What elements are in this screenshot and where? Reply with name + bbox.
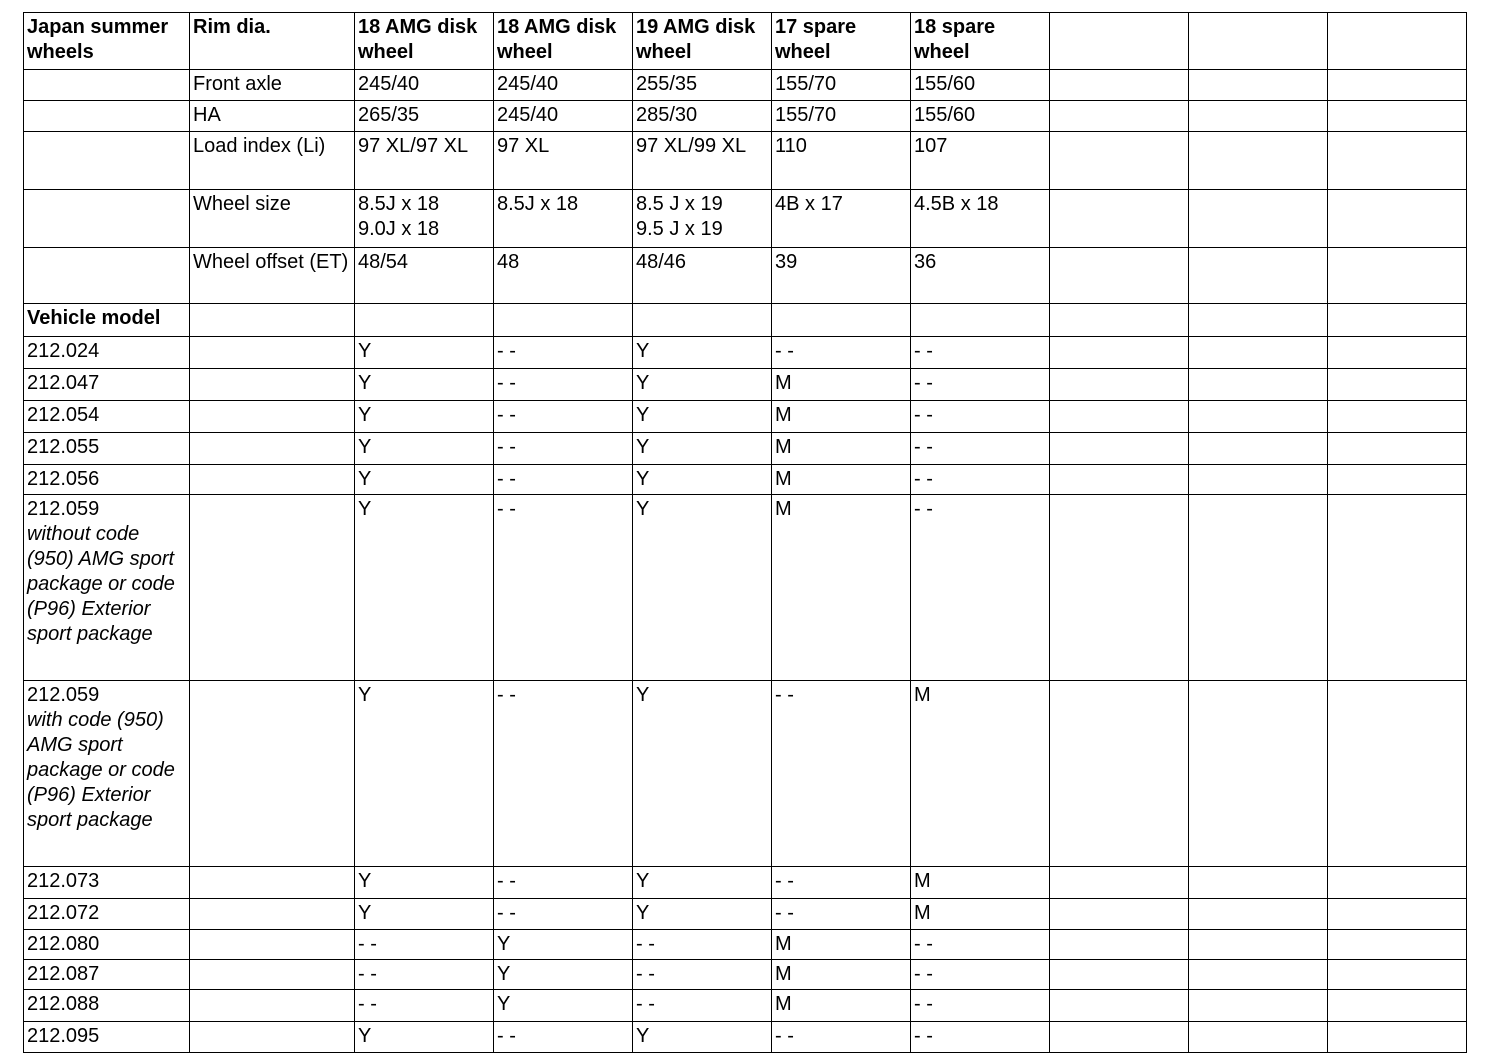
empty-cell: [1328, 401, 1467, 433]
spec-value: 265/35: [355, 101, 494, 132]
empty-cell: [1328, 248, 1467, 304]
empty-cell: [1189, 990, 1328, 1022]
availability-cell: Y: [633, 465, 772, 495]
table-row: [24, 899, 1467, 930]
empty-cell: [1050, 132, 1189, 190]
availability-cell: - -: [772, 899, 911, 930]
availability-cell: - -: [355, 960, 494, 990]
empty-cell: [1050, 990, 1189, 1022]
table-row: [24, 465, 1467, 495]
vehicle-model-code: 212.054: [27, 404, 100, 426]
availability-cell: - -: [494, 867, 633, 899]
empty-cell: [1050, 960, 1189, 990]
spec-value: 97 XL: [494, 132, 633, 190]
availability-cell: Y: [355, 433, 494, 465]
vehicle-model-cell: [24, 465, 190, 495]
availability-cell: - -: [494, 681, 633, 867]
availability-cell: Y: [355, 681, 494, 867]
empty-cell: [190, 433, 355, 465]
empty-cell: [1328, 433, 1467, 465]
vehicle-model-note: with code (950) AMG sport package or code (P96) Exterior sport package: [27, 709, 175, 831]
spec-row: [24, 132, 1467, 190]
availability-cell: M: [772, 960, 911, 990]
header-cell-19-amg: 19 AMG disk wheel: [633, 13, 772, 70]
empty-cell: [190, 337, 355, 369]
spec-value: 245/40: [494, 70, 633, 101]
empty-cell: [1189, 899, 1328, 930]
vehicle-model-cell: [24, 401, 190, 433]
vehicle-model-code: 212.073: [27, 870, 100, 892]
availability-cell: Y: [494, 930, 633, 960]
spec-value: 8.5J x 18: [494, 190, 633, 248]
header-cell-empty: [1328, 13, 1467, 70]
table-row: [24, 867, 1467, 899]
header-cell-18-amg-b: 18 AMG disk wheel: [494, 13, 633, 70]
spec-value: 36: [911, 248, 1050, 304]
header-cell-18-spare: 18 spare wheel: [911, 13, 1050, 70]
availability-cell: M: [911, 867, 1050, 899]
empty-cell: [1189, 465, 1328, 495]
empty-cell: [24, 70, 190, 101]
vehicle-model-cell: [24, 960, 190, 990]
vehicle-model-code: 212.059: [27, 498, 100, 520]
spec-label: Wheel size: [190, 190, 355, 248]
availability-cell: Y: [355, 465, 494, 495]
availability-cell: - -: [911, 337, 1050, 369]
spec-value: 48/54: [355, 248, 494, 304]
availability-cell: - -: [494, 433, 633, 465]
vehicle-model-cell: [24, 1022, 190, 1053]
vehicle-model-code: 212.055: [27, 436, 100, 458]
vehicle-model-cell: [24, 337, 190, 369]
availability-cell: - -: [633, 930, 772, 960]
empty-cell: [24, 101, 190, 132]
empty-cell: [1189, 1022, 1328, 1053]
spec-value: 107: [911, 132, 1050, 190]
availability-cell: Y: [633, 401, 772, 433]
vehicle-model-label: Vehicle model: [24, 304, 190, 337]
empty-cell: [633, 304, 772, 337]
availability-cell: - -: [494, 495, 633, 681]
availability-cell: M: [772, 433, 911, 465]
empty-cell: [1328, 337, 1467, 369]
empty-cell: [190, 867, 355, 899]
vehicle-model-code: 212.059: [27, 684, 100, 706]
empty-cell: [1189, 401, 1328, 433]
vehicle-model-code: 212.087: [27, 963, 100, 985]
availability-cell: - -: [911, 930, 1050, 960]
table-row: [24, 930, 1467, 960]
table-row: [24, 433, 1467, 465]
empty-cell: [1050, 401, 1189, 433]
vehicle-model-note: without code (950) AMG sport package or code (P96) Exterior sport package: [27, 523, 175, 645]
availability-cell: - -: [911, 1022, 1050, 1053]
spec-label: Wheel offset (ET): [190, 248, 355, 304]
empty-cell: [1328, 899, 1467, 930]
empty-cell: [1189, 337, 1328, 369]
availability-cell: - -: [911, 433, 1050, 465]
availability-cell: M: [772, 465, 911, 495]
empty-cell: [1050, 495, 1189, 681]
empty-cell: [1050, 70, 1189, 101]
availability-cell: Y: [494, 990, 633, 1022]
availability-cell: Y: [355, 495, 494, 681]
table-row: [24, 990, 1467, 1022]
empty-cell: [190, 495, 355, 681]
availability-cell: Y: [633, 867, 772, 899]
empty-cell: [772, 304, 911, 337]
availability-cell: M: [772, 369, 911, 401]
empty-cell: [1189, 681, 1328, 867]
spec-value: 4B x 17: [772, 190, 911, 248]
availability-cell: Y: [633, 433, 772, 465]
availability-cell: - -: [772, 1022, 911, 1053]
spec-value: 48: [494, 248, 633, 304]
availability-cell: - -: [355, 990, 494, 1022]
availability-cell: Y: [355, 1022, 494, 1053]
empty-cell: [1328, 681, 1467, 867]
spec-value: 155/70: [772, 101, 911, 132]
spec-row: [24, 70, 1467, 101]
availability-cell: Y: [355, 369, 494, 401]
header-cell-category: Japan summer wheels: [24, 13, 190, 70]
table-row: [24, 369, 1467, 401]
empty-cell: [1328, 101, 1467, 132]
availability-cell: M: [772, 930, 911, 960]
availability-cell: M: [772, 495, 911, 681]
spec-row: [24, 190, 1467, 248]
header-cell-empty: [1050, 13, 1189, 70]
spec-value: 8.5J x 18 9.0J x 18: [355, 190, 494, 248]
empty-cell: [1050, 304, 1189, 337]
empty-cell: [190, 401, 355, 433]
spec-value: 39: [772, 248, 911, 304]
availability-cell: Y: [633, 495, 772, 681]
vehicle-model-cell: [24, 930, 190, 960]
spec-value: 285/30: [633, 101, 772, 132]
spec-value: 110: [772, 132, 911, 190]
empty-cell: [1050, 101, 1189, 132]
spec-value: 155/70: [772, 70, 911, 101]
header-cell-rim-dia: Rim dia.: [190, 13, 355, 70]
empty-cell: [1050, 465, 1189, 495]
table-row: [24, 681, 1467, 867]
vehicle-model-code: 212.024: [27, 340, 100, 362]
availability-cell: Y: [355, 401, 494, 433]
spec-value: 97 XL/97 XL: [355, 132, 494, 190]
availability-cell: Y: [355, 899, 494, 930]
availability-cell: M: [772, 401, 911, 433]
empty-cell: [1050, 369, 1189, 401]
availability-cell: - -: [911, 369, 1050, 401]
empty-cell: [1328, 132, 1467, 190]
spec-row: [24, 248, 1467, 304]
empty-cell: [1050, 337, 1189, 369]
empty-cell: [190, 304, 355, 337]
empty-cell: [1050, 930, 1189, 960]
empty-cell: [911, 304, 1050, 337]
availability-cell: - -: [494, 465, 633, 495]
availability-cell: - -: [911, 990, 1050, 1022]
empty-cell: [1328, 304, 1467, 337]
availability-cell: M: [772, 990, 911, 1022]
spec-value: 8.5 J x 19 9.5 J x 19: [633, 190, 772, 248]
empty-cell: [1050, 190, 1189, 248]
empty-cell: [190, 369, 355, 401]
availability-cell: - -: [633, 960, 772, 990]
vehicle-model-cell: [24, 867, 190, 899]
empty-cell: [1189, 248, 1328, 304]
vehicle-model-cell: [24, 990, 190, 1022]
empty-cell: [190, 930, 355, 960]
empty-cell: [1189, 132, 1328, 190]
header-cell-17-spare: 17 spare wheel: [772, 13, 911, 70]
vehicle-model-code: 212.072: [27, 902, 100, 924]
empty-cell: [1050, 433, 1189, 465]
availability-cell: - -: [494, 401, 633, 433]
spec-value: 245/40: [355, 70, 494, 101]
availability-cell: - -: [633, 990, 772, 1022]
availability-cell: - -: [355, 930, 494, 960]
availability-cell: Y: [633, 681, 772, 867]
wheel-tire-table: [23, 12, 1467, 1053]
empty-cell: [1189, 495, 1328, 681]
header-cell-18-amg-a: 18 AMG disk wheel: [355, 13, 494, 70]
spec-value: 245/40: [494, 101, 633, 132]
availability-cell: - -: [911, 960, 1050, 990]
spec-value: 4.5B x 18: [911, 190, 1050, 248]
empty-cell: [24, 248, 190, 304]
empty-cell: [190, 1022, 355, 1053]
availability-cell: Y: [355, 867, 494, 899]
spec-label: HA: [190, 101, 355, 132]
availability-cell: Y: [633, 369, 772, 401]
availability-cell: Y: [633, 337, 772, 369]
empty-cell: [24, 190, 190, 248]
vehicle-model-cell: [24, 433, 190, 465]
empty-cell: [1328, 960, 1467, 990]
vehicle-model-code: 212.080: [27, 933, 100, 955]
vehicle-model-code: 212.088: [27, 993, 100, 1015]
empty-cell: [190, 465, 355, 495]
empty-cell: [1050, 899, 1189, 930]
vehicle-model-header-row: [24, 304, 1467, 337]
empty-cell: [1328, 190, 1467, 248]
empty-cell: [494, 304, 633, 337]
empty-cell: [24, 132, 190, 190]
empty-cell: [1050, 867, 1189, 899]
empty-cell: [1189, 190, 1328, 248]
availability-cell: M: [911, 681, 1050, 867]
availability-cell: Y: [633, 899, 772, 930]
empty-cell: [1189, 304, 1328, 337]
vehicle-model-cell: [24, 369, 190, 401]
spec-label: Front axle: [190, 70, 355, 101]
empty-cell: [1189, 369, 1328, 401]
empty-cell: [1189, 70, 1328, 101]
vehicle-model-cell: [24, 495, 190, 681]
empty-cell: [190, 990, 355, 1022]
empty-cell: [1328, 990, 1467, 1022]
empty-cell: [1189, 930, 1328, 960]
vehicle-model-code: 212.047: [27, 372, 100, 394]
empty-cell: [1050, 1022, 1189, 1053]
availability-cell: Y: [355, 337, 494, 369]
empty-cell: [1189, 433, 1328, 465]
availability-cell: - -: [911, 495, 1050, 681]
empty-cell: [1050, 248, 1189, 304]
availability-cell: - -: [494, 369, 633, 401]
empty-cell: [1328, 70, 1467, 101]
availability-cell: Y: [633, 1022, 772, 1053]
header-row: [24, 13, 1467, 70]
availability-cell: - -: [772, 337, 911, 369]
empty-cell: [1328, 867, 1467, 899]
availability-cell: - -: [772, 867, 911, 899]
table-row: [24, 495, 1467, 681]
header-cell-empty: [1189, 13, 1328, 70]
table-row: [24, 401, 1467, 433]
vehicle-model-cell: [24, 899, 190, 930]
spec-value: 48/46: [633, 248, 772, 304]
spec-value: 155/60: [911, 70, 1050, 101]
availability-cell: - -: [911, 465, 1050, 495]
table-row: [24, 1022, 1467, 1053]
spec-value: 97 XL/99 XL: [633, 132, 772, 190]
availability-cell: - -: [772, 681, 911, 867]
spec-value: 155/60: [911, 101, 1050, 132]
empty-cell: [1189, 101, 1328, 132]
empty-cell: [1328, 495, 1467, 681]
empty-cell: [1189, 867, 1328, 899]
availability-cell: - -: [911, 401, 1050, 433]
spec-row: [24, 101, 1467, 132]
spec-value: 255/35: [633, 70, 772, 101]
vehicle-model-code: 212.095: [27, 1025, 100, 1047]
empty-cell: [190, 960, 355, 990]
vehicle-model-cell: [24, 681, 190, 867]
empty-cell: [1189, 960, 1328, 990]
availability-cell: - -: [494, 1022, 633, 1053]
empty-cell: [1328, 1022, 1467, 1053]
empty-cell: [1328, 465, 1467, 495]
availability-cell: - -: [494, 899, 633, 930]
vehicle-model-code: 212.056: [27, 468, 100, 490]
availability-cell: - -: [494, 337, 633, 369]
availability-cell: M: [911, 899, 1050, 930]
table-body: [24, 13, 1467, 1053]
table-row: [24, 960, 1467, 990]
spec-label: Load index (Li): [190, 132, 355, 190]
empty-cell: [1328, 369, 1467, 401]
empty-cell: [355, 304, 494, 337]
availability-cell: Y: [494, 960, 633, 990]
empty-cell: [1328, 930, 1467, 960]
table-row: [24, 337, 1467, 369]
empty-cell: [190, 899, 355, 930]
empty-cell: [1050, 681, 1189, 867]
empty-cell: [190, 681, 355, 867]
